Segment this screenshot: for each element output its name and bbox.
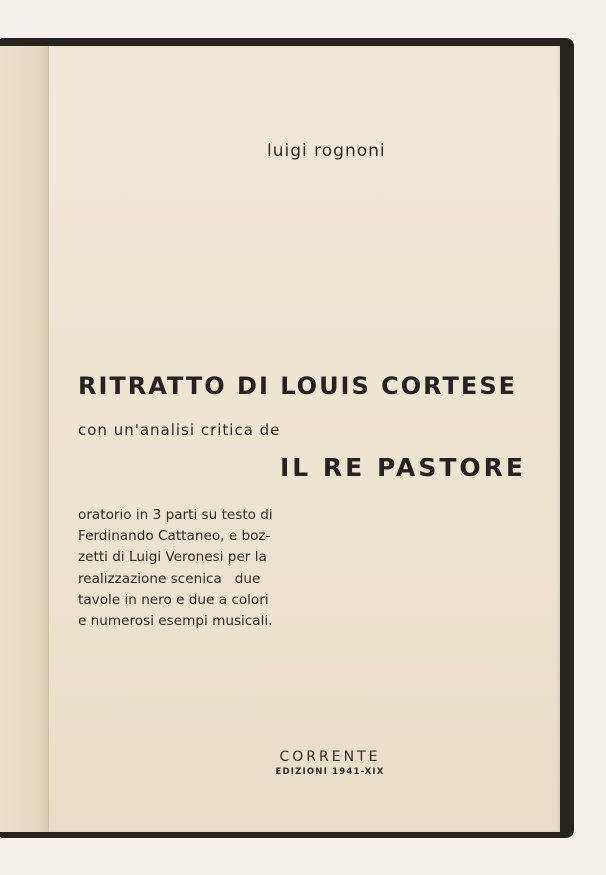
description-line: e numerosi esempi musicali.	[78, 613, 273, 630]
publisher-imprint: EDIZIONI 1941-XIX	[275, 767, 385, 777]
publisher-name: CORRENTE	[279, 749, 381, 765]
publisher-block	[270, 749, 390, 777]
description-line: realizzazione scenica due	[78, 570, 261, 587]
work-title: IL RE PASTORE	[280, 453, 526, 482]
description	[78, 505, 298, 632]
description-line: Ferdinando Cattaneo, e boz-	[78, 528, 271, 545]
title-page	[0, 46, 560, 832]
author-name: luigi rognoni	[267, 141, 386, 161]
book-title: RITRATTO DI LOUIS CORTESE	[78, 372, 517, 400]
description-line: oratorio in 3 parti su testo di	[78, 507, 273, 523]
description-line: tavole in nero e due a colori	[78, 591, 269, 608]
description-line: zetti di Luigi Veronesi per la	[78, 549, 267, 566]
book-subtitle: con un'analisi critica de	[78, 421, 281, 439]
page-gutter	[0, 46, 49, 832]
